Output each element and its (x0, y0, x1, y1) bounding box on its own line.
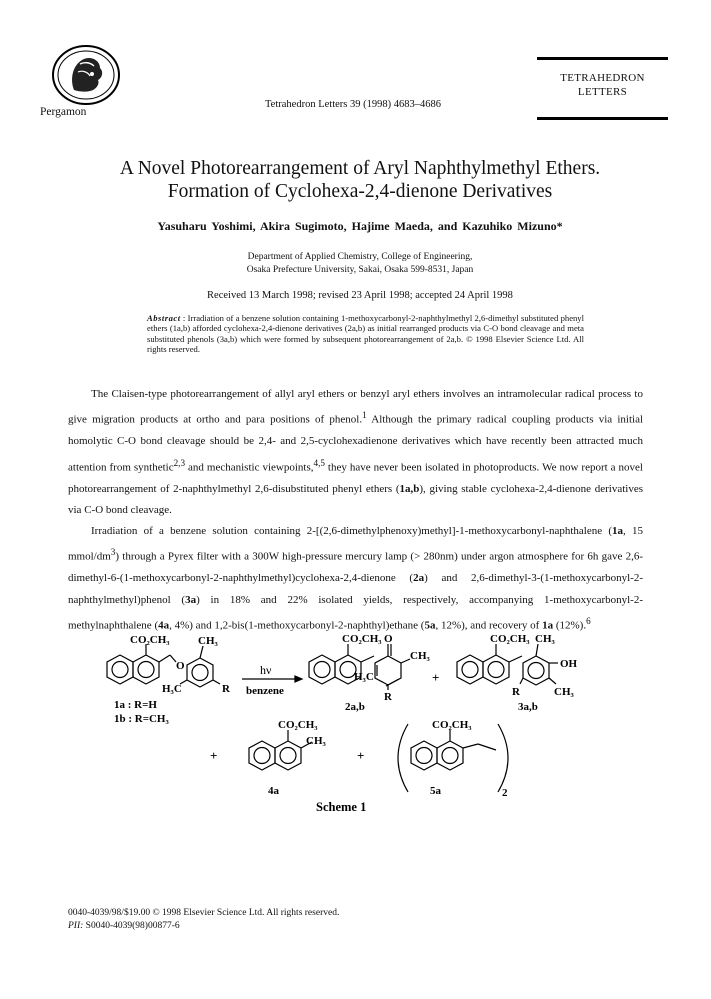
dimer-subscript: 2 (502, 787, 508, 799)
journal-name (537, 71, 668, 99)
label-1a: 1a : R=H (114, 699, 157, 711)
label-2ab: 2a,b (345, 701, 365, 713)
publisher-name: Pergamon (40, 106, 87, 118)
label-1b: 1b : R=CH₃ (114, 713, 169, 725)
pii-line (68, 920, 339, 933)
ch3-label: CH₃ (410, 650, 430, 662)
header-rule-bottom (537, 117, 668, 120)
affiliation-line1: Department of Applied Chemistry, College of Engineering, (247, 252, 473, 262)
p2-text-c: ) through a Pyrex filter with a 300W high-pressure mercury lamp (> 280nm) under argon atmosphere for 6h gave 2,6-dimethyl-6-(1-methoxycarbonyl-2-naphthylmethyl)cyclohexa-2,4-dienone ( (68, 551, 643, 585)
footer (68, 907, 339, 933)
p2-text-a: Irradiation of a benzene solution containing 2-[(2,6-dimethylphenoxy)methyl]-1-methoxycarbonyl-naphthalene ( (91, 525, 613, 538)
structure-4a (249, 719, 327, 797)
oh-label: OH (560, 658, 578, 670)
ketone-o-label: O (384, 633, 393, 645)
structure-3 (457, 633, 578, 713)
label-3ab: 3a,b (518, 701, 538, 713)
copyright-line: 0040-4039/98/$19.00 © 1998 Elsevier Science Ltd. All rights reserved. (68, 908, 340, 918)
benzene-label: benzene (246, 685, 284, 697)
compound-ref-1a: 1a (612, 525, 624, 538)
citation-1: 1 (362, 410, 367, 421)
citation-4-5: 4,5 (313, 457, 325, 468)
citation-2-3: 2,3 (173, 457, 186, 468)
co2ch3-label: CO₂CH₃ (278, 719, 318, 731)
journal-name-line2: LETTERS (577, 86, 628, 98)
p2-text-h: (12%). (553, 619, 587, 632)
ether-o-label: O (176, 660, 185, 672)
compound-ref-4a: 4a (158, 619, 170, 632)
scheme-caption: Scheme 1 (316, 800, 367, 814)
p2-text-d: ) and 2,6-dimethyl-3-(1-methoxycarbonyl-2-naphthylmethyl)phenol ( (68, 572, 643, 606)
compound-ref-1ab: 1a,b (399, 482, 420, 495)
affiliation-line2: Osaka Prefecture University, Sakai, Osaka 599-8531, Japan (246, 264, 474, 275)
plus-sign: + (357, 748, 365, 763)
plus-sign: + (432, 670, 440, 685)
compound-ref-2a: 2a (413, 572, 425, 585)
p2-text-e: ) in 18% and 22% isolated yields, respectively, accompanying 1-methoxycarbonyl-2-methylnaphthalene ( (68, 593, 643, 632)
body-text (68, 384, 643, 637)
authors: Yasuharu Yoshimi, Akira Sugimoto, Hajime Maeda, and Kazuhiko Mizuno* (157, 219, 563, 233)
pii-value: S0040-4039(98)00877-6 (83, 921, 180, 931)
structure-1 (107, 634, 231, 725)
co2ch3-label: CO₂CH₃ (130, 634, 170, 646)
paragraph-1 (68, 384, 643, 521)
citation-6: 6 (586, 615, 591, 626)
affiliation (60, 251, 660, 276)
h3c-label: H₃C (354, 671, 374, 683)
p1-text-c: and mechanistic viewpoints, (185, 461, 314, 474)
journal-reference: Tetrahedron Letters 39 (1998) 4683–4686 (265, 99, 441, 110)
structure-5a (398, 719, 508, 799)
abstract-label: Abstract (147, 313, 181, 323)
compound-ref-5a: 5a (424, 619, 436, 632)
compound-ref-1a-recovered: 1a (542, 619, 554, 632)
co2ch3-label: CO₂CH₃ (490, 633, 530, 645)
p1-text-a: The Claisen-type photorearrangement of allyl aryl ethers or benzyl aryl ethers involves an intramolecular radical process to give migration products at ortho and para positions of phenol. (68, 388, 643, 426)
p1-text-d: they have never been isolated in photoproducts. We now report a novel photorearrangement of 2-naphthylmethyl 2,6-disubstituted phenyl ethers ( (68, 461, 643, 495)
hv-label: hν (260, 663, 272, 677)
structure-2 (309, 633, 431, 713)
p2-text-g: , 12%), and recovery of (435, 619, 543, 632)
header-rule-top (537, 57, 668, 60)
co2ch3-label: CO₂CH₃ (342, 633, 382, 645)
received-dates: Received 13 March 1998; revised 23 April 1998; accepted 24 April 1998 (207, 290, 513, 301)
abstract (147, 313, 584, 355)
compound-ref-3a: 3a (185, 593, 197, 606)
ch3-label: CH₃ (198, 635, 218, 647)
plus-sign: + (210, 748, 218, 763)
h3c-label: H₃C (162, 683, 182, 695)
reaction-arrow (242, 663, 302, 697)
co2ch3-label: CO₂CH₃ (432, 719, 472, 731)
pii-label: PII: (68, 921, 84, 931)
title-line1: A Novel Photorearrangement of Aryl Naphthylmethyl Ethers. (119, 158, 601, 179)
label-4a: 4a (268, 785, 279, 797)
abstract-text: : Irradiation of a benzene solution containing 1-methoxycarbonyl-2-naphthylmethyl 2,6-dimethyl substituted phenyl ethers (1a,b) afforded cyclohexa-2,4-dienone derivatives (2a,b) as initial rearranged products via C-O bond cleavage and meta substituted phenols (3a,b) which were formed by subsequent photorearrangement of 2a,b. © 1998 Elsevier Science Ltd. All rights reserved. (147, 313, 584, 355)
paragraph-2 (68, 521, 643, 637)
title-line2: Formation of Cyclohexa-2,4-dienone Derivatives (167, 181, 553, 202)
r-label: R (512, 686, 520, 698)
ch3-label: CH₃ (306, 735, 326, 747)
label-5a: 5a (430, 785, 441, 797)
ch3-label: CH₃ (535, 633, 555, 645)
r-label: R (384, 691, 392, 703)
ch3-label: CH₃ (554, 686, 574, 698)
article-title (60, 157, 660, 203)
superscript-3: 3 (110, 547, 116, 558)
r-label: R (222, 683, 230, 695)
p2-text-b: , 15 mmol/dm (68, 525, 644, 564)
journal-name-line1: TETRAHEDRON (560, 72, 645, 84)
p1-text-b: Although the primary radical coupling products via initial homolytic C-O bond cleavage should be 2,4- and 2,5-cyclohexadienone derivatives which have recently been attracted much attention from synthetic (68, 413, 644, 474)
p1-text-e: ), giving stable cyclohexa-2,4-dienone derivatives via C-O bond cleavage. (68, 482, 643, 516)
publisher-logo (50, 44, 122, 106)
reaction-scheme (90, 632, 660, 832)
p2-text-f: , 4%) and 1,2-bis(1-methoxycarbonyl-2-naphthyl)ethane ( (169, 619, 425, 632)
